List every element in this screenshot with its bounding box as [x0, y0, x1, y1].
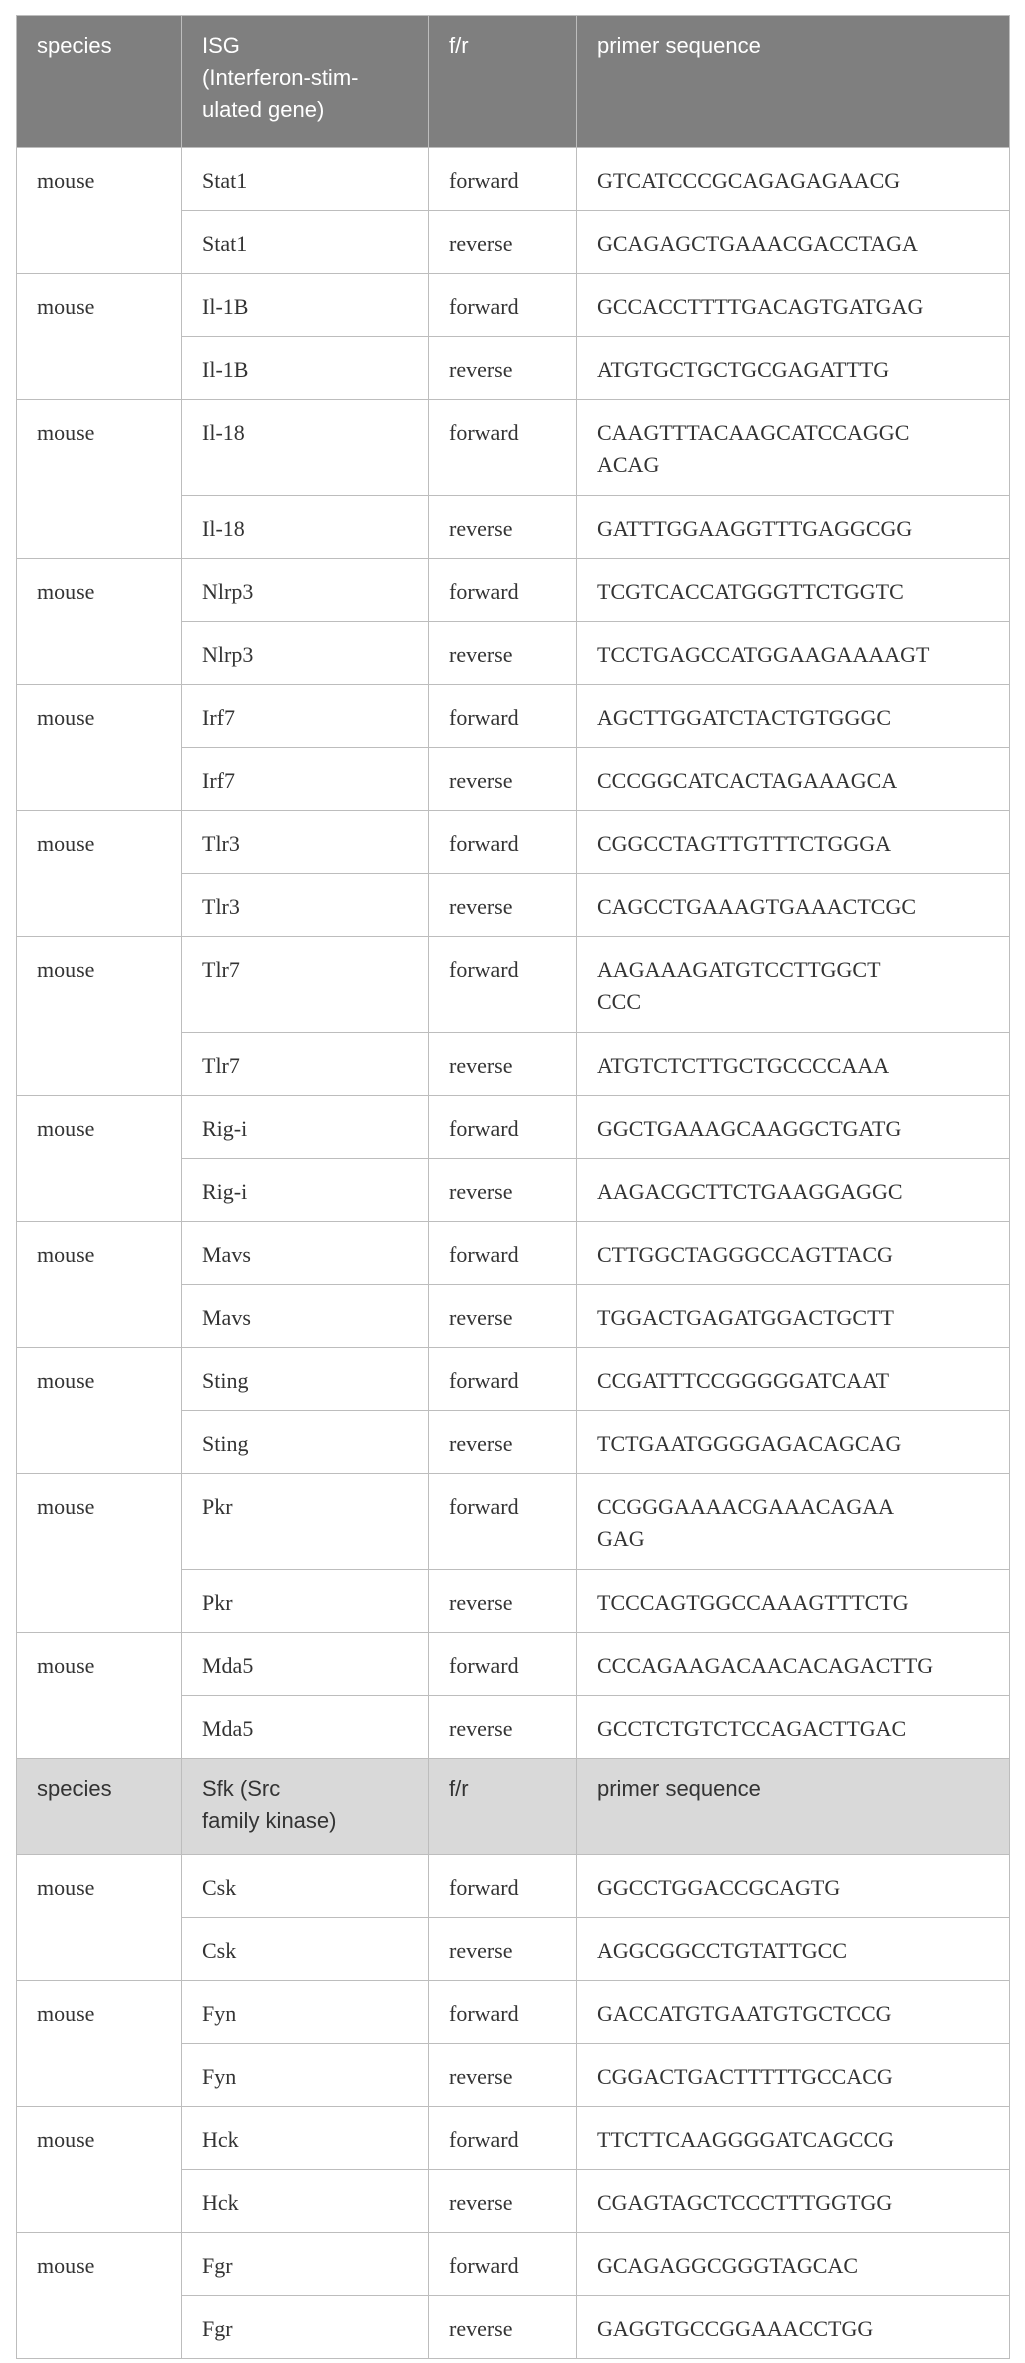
direction-cell: forward: [429, 811, 577, 874]
primer-sequence: AAGAAAGATGTCCTTGGCT: [597, 957, 881, 982]
direction-cell: forward: [429, 2107, 577, 2170]
direction-cell: reverse: [429, 1285, 577, 1348]
primer-sequence: AAGACGCTTCTGAAGGAGGC: [597, 1179, 903, 1204]
primer-sequence: CCGGGAAAACGAAACAGAA: [597, 1494, 895, 1519]
primer-sequence-cell: [577, 2170, 1010, 2233]
primer-sequence-cell: [577, 2044, 1010, 2107]
table-row: [17, 1474, 1010, 1570]
direction-cell: forward: [429, 1981, 577, 2044]
gene-cell: Mda5: [182, 1633, 429, 1696]
species-cell: mouse: [17, 148, 182, 274]
header-isg: [182, 16, 429, 148]
species-cell: mouse: [17, 1981, 182, 2107]
direction-cell: reverse: [429, 1570, 577, 1633]
primer-sequence-cell: [577, 1159, 1010, 1222]
species-cell: mouse: [17, 1222, 182, 1348]
primer-sequence: AGCTTGGATCTACTGTGGGC: [597, 705, 892, 730]
direction-cell: forward: [429, 1633, 577, 1696]
primer-sequence: CAAGTTTACAAGCATCCAGGC: [597, 420, 910, 445]
gene-cell: Il-18: [182, 496, 429, 559]
gene-cell: Fyn: [182, 1981, 429, 2044]
primer-sequence-cell: [577, 874, 1010, 937]
primer-sequence: CGGCCTAGTTGTTTCTGGGA: [597, 831, 891, 856]
direction-cell: reverse: [429, 211, 577, 274]
direction-cell: reverse: [429, 874, 577, 937]
gene-cell: Nlrp3: [182, 559, 429, 622]
gene-cell: Irf7: [182, 748, 429, 811]
primer-sequence: CAGCCTGAAAGTGAAACTCGC: [597, 894, 917, 919]
primer-sequence-cell: [577, 148, 1010, 211]
direction-cell: reverse: [429, 1159, 577, 1222]
primer-sequence: TTCTTCAAGGGGATCAGCCG: [597, 2127, 894, 2152]
primer-sequence-continued: CCC: [597, 989, 642, 1014]
header-species: species: [17, 16, 182, 148]
primer-sequence-cell: [577, 1285, 1010, 1348]
direction-cell: forward: [429, 1474, 577, 1570]
subheader-sfk-line1: Sfk (Src: [202, 1776, 281, 1801]
primer-sequence-cell: [577, 211, 1010, 274]
direction-cell: forward: [429, 685, 577, 748]
table-row: [17, 685, 1010, 748]
primer-sequence-continued: GAG: [597, 1526, 645, 1551]
direction-cell: forward: [429, 400, 577, 496]
primer-sequence: CCGATTTCCGGGGGATCAAT: [597, 1368, 890, 1393]
primer-sequence-cell: [577, 1981, 1010, 2044]
header-isg-line1: ISG: [202, 33, 240, 58]
direction-cell: reverse: [429, 1918, 577, 1981]
primer-sequence: GACCATGTGAATGTGCTCCG: [597, 2001, 892, 2026]
gene-cell: Fgr: [182, 2296, 429, 2359]
gene-cell: Il-1B: [182, 337, 429, 400]
primer-sequence: GCAGAGCTGAAACGACCTAGA: [597, 231, 918, 256]
primer-sequence-cell: [577, 622, 1010, 685]
primer-sequence: GCCACCTTTTGACAGTGATGAG: [597, 294, 924, 319]
direction-cell: forward: [429, 937, 577, 1033]
gene-cell: Il-18: [182, 400, 429, 496]
species-cell: mouse: [17, 400, 182, 559]
gene-cell: Sting: [182, 1411, 429, 1474]
table-row: [17, 400, 1010, 496]
gene-cell: Rig-i: [182, 1159, 429, 1222]
species-cell: mouse: [17, 1096, 182, 1222]
subheader-sfk-line2: family kinase): [202, 1808, 337, 1833]
header-isg-line3: ulated gene): [202, 97, 325, 122]
direction-cell: reverse: [429, 622, 577, 685]
subheader-sfk: [182, 1759, 429, 1855]
subheader-fr: f/r: [429, 1759, 577, 1855]
direction-cell: forward: [429, 559, 577, 622]
table-row: [17, 274, 1010, 337]
gene-cell: Sting: [182, 1348, 429, 1411]
gene-cell: Tlr3: [182, 811, 429, 874]
species-cell: mouse: [17, 1855, 182, 1981]
primer-sequence-cell: [577, 1222, 1010, 1285]
primer-sequence: GGCCTGGACCGCAGTG: [597, 1875, 841, 1900]
species-cell: mouse: [17, 274, 182, 400]
direction-cell: reverse: [429, 2296, 577, 2359]
primer-sequence: TGGACTGAGATGGACTGCTT: [597, 1305, 894, 1330]
primer-sequence: ATGTCTCTTGCTGCCCCAAA: [597, 1053, 890, 1078]
primer-sequence-cell: [577, 1696, 1010, 1759]
direction-cell: forward: [429, 2233, 577, 2296]
primer-sequence: GCAGAGGCGGGTAGCAC: [597, 2253, 859, 2278]
primer-sequence: CGAGTAGCTCCCTTTGGTGG: [597, 2190, 893, 2215]
table-row: [17, 1633, 1010, 1696]
primer-sequence: CCCGGCATCACTAGAAAGCA: [597, 768, 898, 793]
direction-cell: reverse: [429, 1411, 577, 1474]
gene-cell: Mda5: [182, 1696, 429, 1759]
gene-cell: Mavs: [182, 1285, 429, 1348]
table-row: [17, 1222, 1010, 1285]
gene-cell: Pkr: [182, 1474, 429, 1570]
table-row: [17, 2233, 1010, 2296]
gene-cell: Irf7: [182, 685, 429, 748]
gene-cell: Stat1: [182, 211, 429, 274]
primer-sequence-cell: [577, 1855, 1010, 1918]
gene-cell: Pkr: [182, 1570, 429, 1633]
primer-sequence: GGCTGAAAGCAAGGCTGATG: [597, 1116, 902, 1141]
direction-cell: forward: [429, 274, 577, 337]
species-cell: mouse: [17, 1633, 182, 1759]
primer-sequence: TCCCAGTGGCCAAAGTTTCTG: [597, 1590, 909, 1615]
direction-cell: forward: [429, 148, 577, 211]
direction-cell: reverse: [429, 337, 577, 400]
table-row: [17, 937, 1010, 1033]
species-cell: mouse: [17, 2107, 182, 2233]
primer-sequence-cell: [577, 1474, 1010, 1570]
primer-sequence: GAGGTGCCGGAAACCTGG: [597, 2316, 874, 2341]
primer-sequence: GTCATCCCGCAGAGAGAACG: [597, 168, 901, 193]
gene-cell: Il-1B: [182, 274, 429, 337]
direction-cell: forward: [429, 1222, 577, 1285]
table-header-row: [17, 16, 1010, 148]
species-cell: mouse: [17, 559, 182, 685]
direction-cell: reverse: [429, 1033, 577, 1096]
table-row: [17, 559, 1010, 622]
species-cell: mouse: [17, 1348, 182, 1474]
primer-sequence: TCTGAATGGGGAGACAGCAG: [597, 1431, 902, 1456]
primer-sequence-cell: [577, 400, 1010, 496]
primer-sequence-cell: [577, 274, 1010, 337]
primer-sequence-cell: [577, 2296, 1010, 2359]
direction-cell: reverse: [429, 748, 577, 811]
table-row: [17, 148, 1010, 211]
primer-sequence-cell: [577, 496, 1010, 559]
gene-cell: Tlr7: [182, 1033, 429, 1096]
gene-cell: Tlr3: [182, 874, 429, 937]
table-row: [17, 1348, 1010, 1411]
primer-sequence: ATGTGCTGCTGCGAGATTTG: [597, 357, 890, 382]
primer-sequence: TCCTGAGCCATGGAAGAAAAGT: [597, 642, 930, 667]
species-cell: mouse: [17, 2233, 182, 2359]
primer-sequence: GATTTGGAAGGTTTGAGGCGG: [597, 516, 913, 541]
gene-cell: Nlrp3: [182, 622, 429, 685]
primer-sequence-cell: [577, 2233, 1010, 2296]
primer-sequence-cell: [577, 748, 1010, 811]
primer-sequence: TCGTCACCATGGGTTCTGGTC: [597, 579, 904, 604]
header-isg-line2: (Interferon-stim-: [202, 65, 359, 90]
primer-sequence-cell: [577, 1918, 1010, 1981]
primer-sequence-cell: [577, 1411, 1010, 1474]
primer-sequence-cell: [577, 937, 1010, 1033]
primer-table: [16, 15, 1010, 2359]
table-row: [17, 1096, 1010, 1159]
species-cell: mouse: [17, 1474, 182, 1633]
gene-cell: Csk: [182, 1855, 429, 1918]
species-cell: mouse: [17, 811, 182, 937]
direction-cell: reverse: [429, 1696, 577, 1759]
table-row: [17, 1981, 1010, 2044]
primer-sequence: CCCAGAAGACAACACAGACTTG: [597, 1653, 934, 1678]
primer-sequence-cell: [577, 1348, 1010, 1411]
primer-sequence-cell: [577, 337, 1010, 400]
subheader-species: species: [17, 1759, 182, 1855]
primer-sequence-cell: [577, 1033, 1010, 1096]
primer-sequence-cell: [577, 811, 1010, 874]
gene-cell: Mavs: [182, 1222, 429, 1285]
header-fr: f/r: [429, 16, 577, 148]
primer-sequence-cell: [577, 685, 1010, 748]
primer-sequence-cell: [577, 1633, 1010, 1696]
table-row: [17, 1855, 1010, 1918]
header-primer: primer sequence: [577, 16, 1010, 148]
primer-sequence: GCCTCTGTCTCCAGACTTGAC: [597, 1716, 907, 1741]
primer-sequence: AGGCGGCCTGTATTGCC: [597, 1938, 848, 1963]
direction-cell: forward: [429, 1096, 577, 1159]
direction-cell: reverse: [429, 2170, 577, 2233]
sfk-subheader-row: [17, 1759, 1010, 1855]
direction-cell: reverse: [429, 2044, 577, 2107]
direction-cell: forward: [429, 1855, 577, 1918]
species-cell: mouse: [17, 937, 182, 1096]
table-row: [17, 2107, 1010, 2170]
gene-cell: Csk: [182, 1918, 429, 1981]
gene-cell: Stat1: [182, 148, 429, 211]
gene-cell: Tlr7: [182, 937, 429, 1033]
species-cell: mouse: [17, 685, 182, 811]
gene-cell: Fgr: [182, 2233, 429, 2296]
primer-sequence: CGGACTGACTTTTTGCCACG: [597, 2064, 893, 2089]
direction-cell: forward: [429, 1348, 577, 1411]
gene-cell: Hck: [182, 2107, 429, 2170]
gene-cell: Fyn: [182, 2044, 429, 2107]
primer-sequence-cell: [577, 1096, 1010, 1159]
primer-sequence: CTTGGCTAGGGCCAGTTACG: [597, 1242, 893, 1267]
table-row: [17, 811, 1010, 874]
gene-cell: Rig-i: [182, 1096, 429, 1159]
primer-sequence-continued: ACAG: [597, 452, 660, 477]
primer-sequence-cell: [577, 2107, 1010, 2170]
table-body: [17, 148, 1010, 2359]
direction-cell: reverse: [429, 496, 577, 559]
subheader-primer: primer sequence: [577, 1759, 1010, 1855]
primer-sequence-cell: [577, 559, 1010, 622]
gene-cell: Hck: [182, 2170, 429, 2233]
primer-sequence-cell: [577, 1570, 1010, 1633]
